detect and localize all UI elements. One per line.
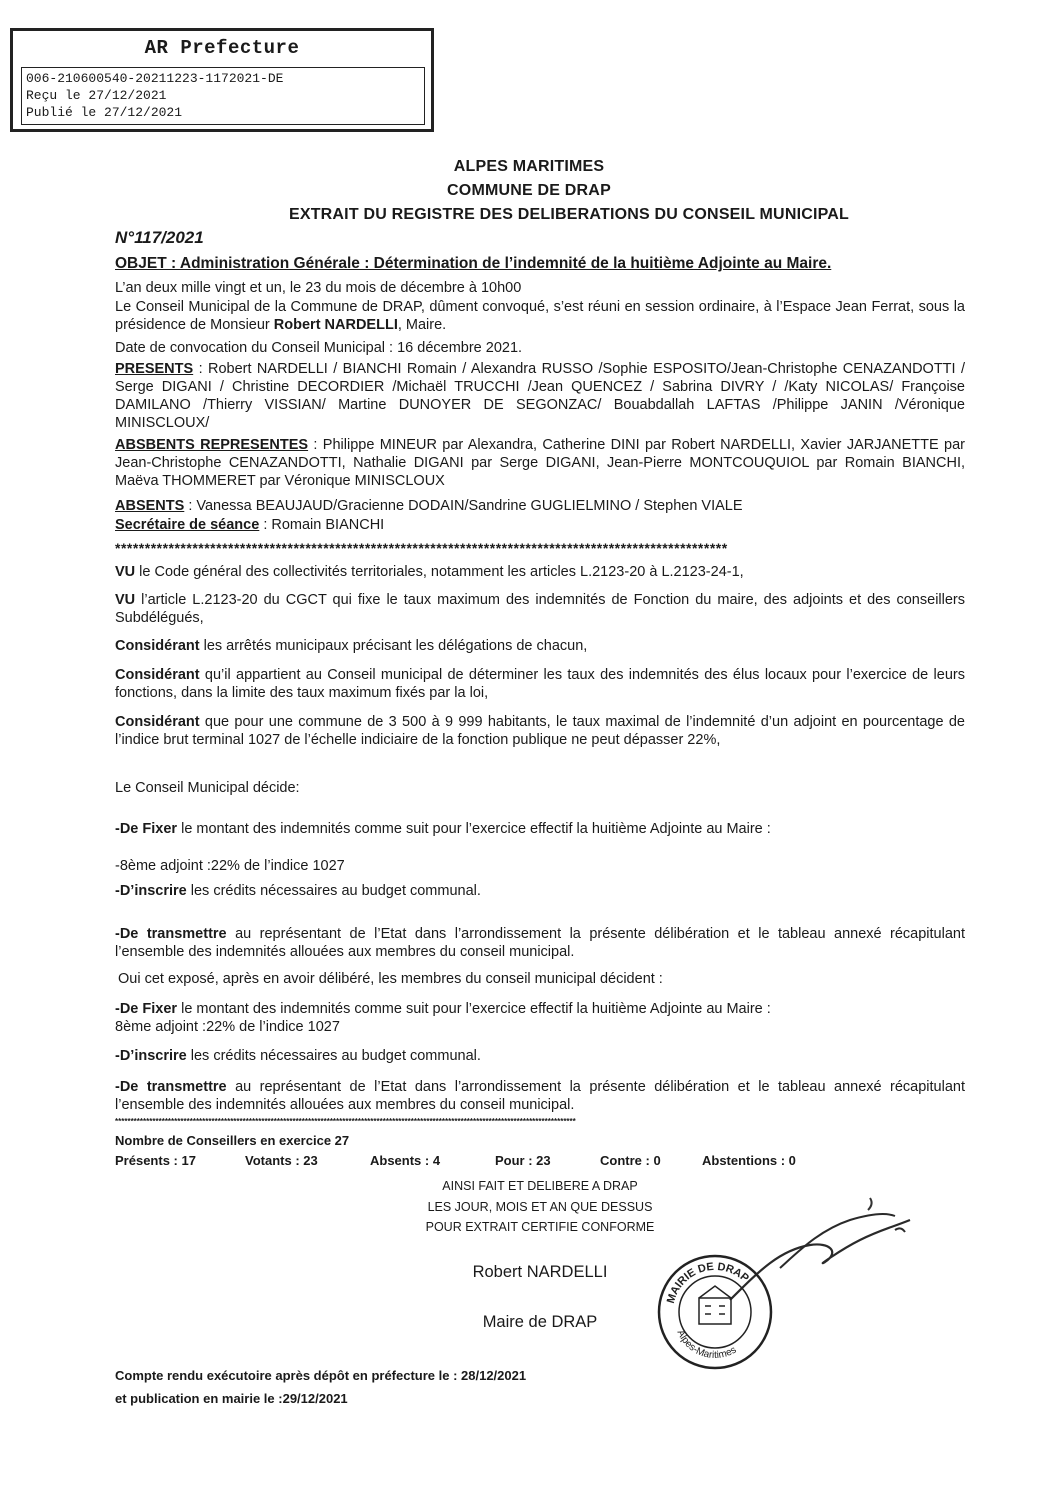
vote-abstentions: Abstentions : 0 — [702, 1153, 796, 1168]
considerant-label: Considérant — [115, 714, 200, 730]
vu-article-paragraph — [115, 591, 965, 627]
vote-pour: Pour : 23 — [495, 1153, 551, 1168]
decision-adjoint-2: 8ème adjoint :22% de l’indice 1027 — [115, 1019, 340, 1035]
ar-stamp-received: Reçu le 27/12/2021 — [26, 88, 167, 103]
intro-session-text: Le Conseil Municipal de la Commune de DRAP, dûment convoqué, s’est réuni en session ordinaire, à l’Espace Jean Ferrat, sous la présidence de Monsieur — [115, 299, 965, 333]
intro-session — [115, 298, 965, 334]
absents-paragraph — [115, 497, 965, 515]
deliberation-number: N°117/2021 — [115, 228, 204, 247]
closing-line-3: POUR EXTRAIT CERTIFIE CONFORME — [425, 1220, 655, 1234]
presents-list: : Robert NARDELLI / BIANCHI Romain / Alexandra RUSSO /Sophie ESPOSITO/Jean-Christophe CENAZANDOTTI / Serge DIGANI / Christine DECORDIER /Michaël TRUCCHI /Jean QUENCEZ / Sabrina DIVRY / /Katy NICOLAS/ Françoise DAMILANO /Thierry VISSIAN/ Martine DUNOYER DE SEGONZAC/ Bouabdallah LAFTAS /Philippe JANIN /Véronique MINISCLOUX/ — [115, 361, 965, 431]
considerant-1 — [115, 637, 965, 655]
vote-absents: Absents : 4 — [370, 1153, 441, 1168]
represented-paragraph — [115, 436, 965, 490]
ar-stamp-title: AR Prefecture — [144, 37, 300, 59]
vote-results — [115, 1153, 835, 1171]
decision-inscribe-2-text: les crédits nécessaires au budget communal. — [186, 1048, 481, 1064]
intro-mayor-title: , Maire. — [397, 317, 447, 333]
decision-inscribe-label: -D’inscrire — [115, 1048, 187, 1064]
closing-line-1: AINSI FAIT ET DELIBERE A DRAP — [442, 1179, 638, 1193]
ar-stamp-reference: 006-210600540-20211223-1172021-DE — [26, 71, 284, 86]
considerant-3 — [115, 713, 965, 749]
decision-fix-label: -De Fixer — [115, 1001, 178, 1017]
signer-name: Robert NARDELLI — [472, 1263, 608, 1281]
deliberation-object: OBJET : Administration Générale : Détermination de l’indemnité de la huitième Adjointe au Maire. — [115, 255, 832, 272]
separator-stars: ******************************************************************************************************* — [115, 540, 728, 556]
decision-transmit-2 — [115, 1078, 965, 1114]
absents-list: : Vanessa BEAUJAUD/Gracienne DODAIN/Sandrine GUGLIELMINO / Stephen VIALE — [184, 498, 743, 514]
decision-transmit-label: -De transmettre — [115, 1079, 227, 1095]
decision-fix-1-text: le montant des indemnités comme suit pour l’exercice effectif la huitième Adjointe au Maire : — [177, 821, 771, 837]
decision-adjoint-1: -8ème adjoint :22% de l’indice 1027 — [115, 858, 345, 874]
intro-mayor-name: Robert NARDELLI — [273, 317, 398, 333]
decision-transmit-label: -De transmettre — [115, 926, 227, 942]
considerant-2 — [115, 666, 965, 702]
council-decides: Le Conseil Municipal décide: — [115, 780, 300, 796]
represented-label: ABSBENTS REPRESENTES — [115, 437, 309, 453]
signer-title: Maire de DRAP — [482, 1313, 598, 1331]
decision-fix-1 — [115, 820, 965, 838]
decision-inscribe-1-text: les crédits nécessaires au budget communal. — [186, 883, 481, 899]
intro-date: L’an deux mille vingt et un, le 23 du mois de décembre à 10h00 — [115, 280, 522, 296]
vu-article-text: l’article L.2123-20 du CGCT qui fixe le taux maximum des indemnités de Fonction du maire, des adjoints et des conseillers Subdélégués, — [115, 592, 965, 626]
decision-fix-2 — [115, 1000, 965, 1018]
separator-small-stars: **************************************************************************************************************************************************** — [115, 1117, 576, 1126]
mairie-seal — [655, 1252, 775, 1372]
footer-publication: et publication en mairie le :29/12/2021 — [115, 1391, 348, 1406]
seal-bottom-text: Alpes-Maritimes — [674, 1328, 739, 1362]
seal-top-text: MAIRIE DE DRAP — [664, 1260, 751, 1305]
absents-label: ABSENTS — [115, 498, 185, 514]
ar-stamp-published: Publié le 27/12/2021 — [26, 105, 183, 120]
closing-line-2: LES JOUR, MOIS ET AN QUE DESSUS — [427, 1199, 653, 1214]
vu-code-text: le Code général des collectivités territoriales, notamment les articles L.2123-20 à L.2123-24-1, — [135, 564, 744, 580]
closing-formula — [380, 1176, 700, 1238]
considerant-1-text: les arrêtés municipaux précisant les délégations de chacun, — [199, 638, 588, 654]
conseillers-count: Nombre de Conseillers en exercice 27 — [115, 1133, 350, 1148]
decision-transmit-2-text: au représentant de l’Etat dans l’arrondissement la présente délibération et le tableau annexé récapitulant l’ensemble des indemnités allouées aux membres du conseil municipal. — [115, 1079, 966, 1113]
decision-transmit-1 — [115, 925, 965, 961]
considerant-label: Considérant — [115, 638, 200, 654]
commune-heading: COMMUNE DE DRAP — [447, 182, 611, 199]
secretary-label: Secrétaire de séance — [115, 517, 260, 533]
presents-label: PRESENTS — [115, 361, 194, 377]
vu-code-paragraph — [115, 563, 965, 581]
oui-expose: Oui cet exposé, après en avoir délibéré, les membres du conseil municipal décident : — [118, 971, 663, 987]
considerant-3-text: que pour une commune de 3 500 à 9 999 habitants, le taux maximal de l’indemnité d’un adjoint en pourcentage de l’indice brut terminal 1027 de l’échelle indiciaire de la fonction publique ne peut dépasser 22%, — [115, 714, 965, 748]
decision-inscribe-2 — [115, 1047, 965, 1065]
considerant-label: Considérant — [115, 667, 200, 683]
vote-contre: Contre : 0 — [600, 1153, 661, 1168]
presents-paragraph — [115, 360, 965, 432]
decision-inscribe-1 — [115, 882, 965, 900]
secretary-paragraph — [115, 516, 965, 534]
decision-inscribe-label: -D’inscrire — [115, 883, 187, 899]
secretary-name: : Romain BIANCHI — [259, 517, 385, 533]
extrait-heading: EXTRAIT DU REGISTRE DES DELIBERATIONS DU CONSEIL MUNICIPAL — [288, 206, 850, 223]
ar-stamp-details — [21, 67, 425, 125]
vote-presents: Présents : 17 — [115, 1153, 196, 1168]
department-heading: ALPES MARITIMES — [453, 158, 605, 175]
decision-fix-2-text: le montant des indemnités comme suit pour l’exercice effectif la huitième Adjointe au Maire : — [177, 1001, 771, 1017]
intro-convocation: Date de convocation du Conseil Municipal : 16 décembre 2021. — [115, 340, 523, 356]
vu-label: VU — [115, 592, 136, 608]
ar-prefecture-stamp — [10, 28, 434, 132]
footer-executoire: Compte rendu exécutoire après dépôt en préfecture le : 28/12/2021 — [115, 1368, 527, 1383]
represented-list: : Philippe MINEUR par Alexandra, Catherine DINI par Robert NARDELLI, Xavier JARJANETTE par Jean-Christophe CENAZANDOTTI, Nathalie DIGANI par Serge DIGANI, Jean-Pierre MONTCOUQUIOL par Romain BIANCHI, Maëva THOMMERET par Véronique MINISCLOUX — [115, 437, 965, 489]
decision-fix-label: -De Fixer — [115, 821, 178, 837]
considerant-2-text: qu’il appartient au Conseil municipal de déterminer les taux des indemnités des élus locaux pour l’exercice de leurs fonctions, dans la limite des taux maximum fixés par la loi, — [115, 667, 965, 701]
vu-label: VU — [115, 564, 136, 580]
vote-votants: Votants : 23 — [245, 1153, 318, 1168]
decision-transmit-1-text: au représentant de l’Etat dans l’arrondissement la présente délibération et le tableau annexé récapitulant l’ensemble des indemnités allouées aux membres du conseil municipal. — [115, 926, 966, 960]
